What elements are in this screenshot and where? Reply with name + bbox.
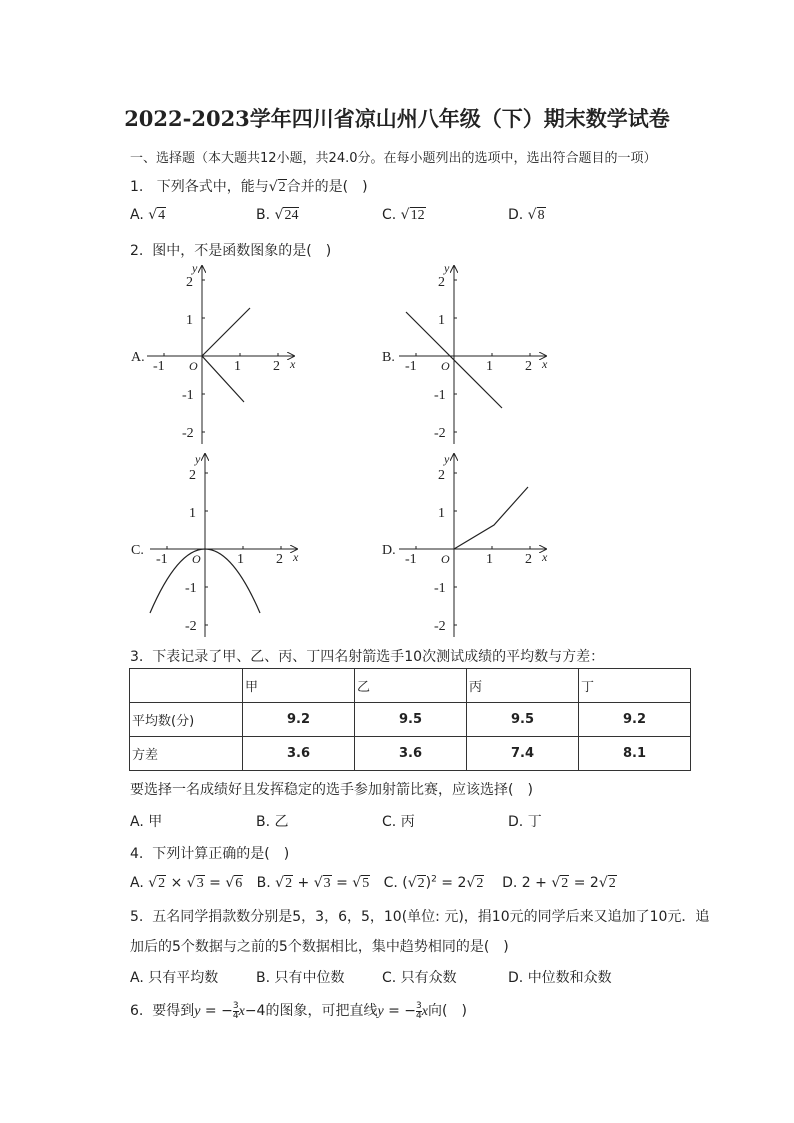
q4-option-a: A. √2 × √3 = √6 bbox=[130, 874, 243, 891]
svg-text:2: 2 bbox=[276, 552, 283, 567]
svg-text:2: 2 bbox=[186, 275, 193, 290]
q1-option-b: B. √24 bbox=[256, 207, 299, 223]
q4-option-d: D. 2 + √2 = 2√2 bbox=[502, 874, 616, 891]
graph-b bbox=[382, 261, 548, 444]
graph-c bbox=[131, 452, 299, 637]
q5-option-d: D. 中位数和众数 bbox=[508, 970, 612, 986]
q5-option-c: C. 只有众数 bbox=[382, 970, 457, 986]
q3-option-b: B. 乙 bbox=[256, 814, 289, 830]
question-text: 下列各式中，能与 bbox=[156, 179, 269, 195]
svg-text:-1: -1 bbox=[182, 388, 194, 403]
svg-text:y: y bbox=[444, 452, 450, 466]
svg-text:x: x bbox=[542, 357, 548, 371]
svg-text:-1: -1 bbox=[156, 552, 168, 567]
q1-option-a: A. √4 bbox=[130, 207, 166, 223]
q5-option-b: B. 只有中位数 bbox=[256, 970, 345, 986]
question-5-line2: 加后的5个数据与之前的5个数据相比，集中趋势相同的是( ) bbox=[130, 939, 509, 955]
question-2: 2. 图中，不是函数图象的是( ) bbox=[130, 243, 332, 259]
table-header-row: 甲 乙 丙 丁 bbox=[130, 669, 691, 703]
svg-text:-2: -2 bbox=[185, 619, 197, 634]
svg-text:-1: -1 bbox=[405, 359, 417, 374]
svg-text:1: 1 bbox=[438, 313, 445, 328]
svg-text:2: 2 bbox=[438, 468, 445, 483]
svg-text:-1: -1 bbox=[434, 388, 446, 403]
svg-text:2: 2 bbox=[273, 359, 280, 374]
svg-text:1: 1 bbox=[186, 313, 193, 328]
svg-text:-2: -2 bbox=[434, 619, 446, 634]
svg-text:y: y bbox=[192, 261, 198, 275]
svg-text:x: x bbox=[293, 550, 299, 564]
svg-text:2: 2 bbox=[525, 359, 532, 374]
svg-text:2: 2 bbox=[525, 552, 532, 567]
q3-option-d: D. 丁 bbox=[508, 814, 542, 830]
radicand: 2 bbox=[278, 180, 286, 195]
svg-text:1: 1 bbox=[237, 552, 244, 567]
svg-text:A.: A. bbox=[131, 350, 145, 365]
question-6: 6. 要得到y = − $\frac{3}{4}$ x−4的图象，可把直线y = − $\frac{3}{4}$ x向( ) bbox=[130, 1000, 467, 1021]
svg-text:1: 1 bbox=[234, 359, 241, 374]
sqrt-symbol: √ bbox=[268, 179, 278, 195]
svg-text:2: 2 bbox=[438, 275, 445, 290]
question-text: 合并的是( ) bbox=[286, 179, 368, 195]
svg-text:-1: -1 bbox=[405, 552, 417, 567]
graph-a bbox=[131, 261, 296, 444]
svg-text:O: O bbox=[441, 359, 450, 373]
q4-option-c: C. $(√2)^2 = 2√2$ bbox=[383, 874, 484, 891]
question-1 bbox=[130, 176, 368, 196]
svg-text:x: x bbox=[290, 357, 296, 371]
svg-text:-1: -1 bbox=[153, 359, 165, 374]
function-graphs bbox=[128, 258, 568, 648]
svg-text:B.: B. bbox=[382, 350, 395, 365]
svg-text:x: x bbox=[542, 550, 548, 564]
section-heading: 一、选择题（本大题共12小题，共24.0分。在每小题列出的选项中，选出符合题目的一项） bbox=[130, 151, 657, 166]
svg-text:2: 2 bbox=[189, 468, 196, 483]
svg-text:1: 1 bbox=[486, 552, 493, 567]
question-number: 1. bbox=[130, 179, 144, 195]
q4-options bbox=[130, 874, 617, 892]
q4-option-b: B. √2 + √3 = √5 bbox=[256, 874, 370, 891]
svg-text:-2: -2 bbox=[182, 426, 194, 441]
question-5: 5. 五名同学捐款数分别是5，3，6，5，10(单位: 元)，捐10元的同学后来又追加了10元．追 bbox=[130, 909, 710, 925]
graph-d bbox=[382, 452, 548, 637]
q3-option-a: A. 甲 bbox=[130, 814, 163, 830]
q5-option-a: A. 只有平均数 bbox=[130, 970, 219, 986]
svg-text:-2: -2 bbox=[434, 426, 446, 441]
q3-followup: 要选择一名成绩好且发挥稳定的选手参加射箭比赛，应该选择( ) bbox=[130, 782, 533, 798]
q1-option-c: C. √12 bbox=[382, 207, 425, 223]
q1-option-d: D. √8 bbox=[508, 207, 545, 223]
svg-text:1: 1 bbox=[189, 506, 196, 521]
svg-text:D.: D. bbox=[382, 543, 396, 558]
svg-text:1: 1 bbox=[438, 506, 445, 521]
svg-text:O: O bbox=[441, 552, 450, 566]
exam-title: 2022-2023学年四川省凉山州八年级（下）期末数学试卷 bbox=[124, 106, 670, 131]
table-row: 方差 3.6 3.6 7.4 8.1 bbox=[130, 737, 691, 771]
svg-text:O: O bbox=[192, 552, 201, 566]
svg-text:-1: -1 bbox=[434, 581, 446, 596]
svg-text:y: y bbox=[195, 452, 201, 466]
svg-text:1: 1 bbox=[486, 359, 493, 374]
question-4: 4. 下列计算正确的是( ) bbox=[130, 846, 290, 862]
svg-text:C.: C. bbox=[131, 543, 144, 558]
svg-text:y: y bbox=[444, 261, 450, 275]
q3-option-c: C. 丙 bbox=[382, 814, 415, 830]
table-row: 平均数(分) 9.2 9.5 9.5 9.2 bbox=[130, 703, 691, 737]
question-3: 3. 下表记录了甲、乙、丙、丁四名射箭选手10次测试成绩的平均数与方差： bbox=[130, 649, 605, 665]
svg-text:O: O bbox=[189, 359, 198, 373]
scores-table bbox=[129, 668, 691, 771]
svg-text:-1: -1 bbox=[185, 581, 197, 596]
